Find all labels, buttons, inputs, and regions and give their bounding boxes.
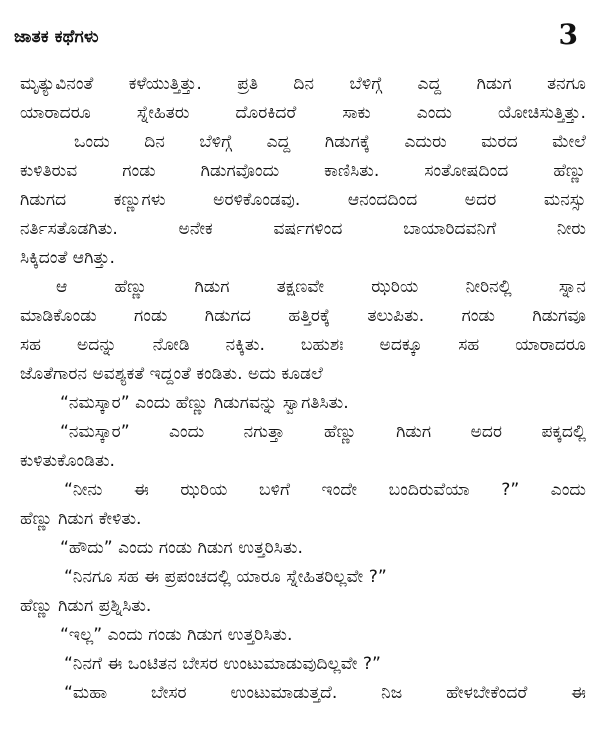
text-line: ಜೊತೆಗಾರನ ಅವಶ್ಯಕತೆ ಇದ್ದಂತೆ ಕಂಡಿತು. ಅದು ಕೂಡಲೆ	[20, 364, 323, 384]
text-line: “ನಮಸ್ಕಾರ” ಎಂದು ನಗುತ್ತಾ ಹೆಣ್ಣು ಗಿಡುಗ ಅದರ ಪಕ್ಕದಲ್ಲಿ	[60, 422, 586, 442]
text-line: “ನಮಸ್ಕಾರ” ಎಂದು ಹೆಣ್ಣು ಗಿಡುಗವನ್ನು ಸ್ವಾಗತಿಸಿತು.	[60, 393, 349, 413]
text-line: “ಇಲ್ಲ” ಎಂದು ಗಂಡು ಗಿಡುಗ ಉತ್ತರಿಸಿತು.	[60, 625, 293, 645]
text-line: ಯಾರಾದರೂ ಸ್ನೇಹಿತರು ದೊರಕಿದರೆ ಸಾಕು ಎಂದು ಯೋಚಿಸುತ್ತಿತ್ತು.	[20, 103, 586, 123]
text-line: “ನಿನಗೂ ಸಹ ಈ ಪ್ರಪಂಚದಲ್ಲಿ ಯಾರೂ ಸ್ನೇಹಿತರಿಲ್ಲವೇ ?”	[64, 567, 387, 587]
text-line: “ಹೌದು” ಎಂದು ಗಂಡು ಗಿಡುಗ ಉತ್ತರಿಸಿತು.	[60, 538, 303, 558]
running-title: ಜಾತಕ ಕಥೆಗಳು	[14, 27, 99, 47]
text-line: ನರ್ತಿಸತೊಡಗಿತು. ಅನೇಕ ವರ್ಷಗಳಿಂದ ಬಾಯಾರಿದವನಿಗೆ ನೀರು	[20, 219, 586, 239]
text-line: ಸಿಕ್ಕಿದಂತೆ ಆಗಿತ್ತು.	[20, 248, 116, 268]
text-line: ಹೆಣ್ಣು ಗಿಡುಗ ಪ್ರಶ್ನಿಸಿತು.	[20, 596, 152, 616]
text-line: “ಮಹಾ ಬೇಸರ ಉಂಟುಮಾಡುತ್ತದೆ. ನಿಜ ಹೇಳಬೇಕೆಂದರೆ ಈ	[64, 683, 586, 703]
text-line: ಆ ಹೆಣ್ಣು ಗಿಡುಗ ತಕ್ಷಣವೇ ಝರಿಯ ನೀರಿನಲ್ಲಿ ಸ್ನಾನ	[56, 277, 586, 297]
text-line: ಮಾಡಿಕೊಂಡು ಗಂಡು ಗಿಡುಗದ ಹತ್ತಿರಕ್ಕೆ ತಲುಪಿತು. ಗಂಡು ಗಿಡುಗವೂ	[20, 306, 586, 326]
text-line: ಕುಳಿತಿರುವ ಗಂಡು ಗಿಡುಗವೊಂದು ಕಾಣಿಸಿತು. ಸಂತೋಷದಿಂದ ಹೆಣ್ಣು	[20, 161, 586, 181]
text-line: “ನೀನು ಈ ಝರಿಯ ಬಳಿಗೆ ಇಂದೇ ಬಂದಿರುವೆಯಾ ?” ಎಂದು	[64, 480, 586, 500]
text-line: ಮೃತ್ಯುವಿನಂತೆ ಕಳೆಯುತ್ತಿತ್ತು. ಪ್ರತಿ ದಿನ ಬೆಳಿಗ್ಗೆ ಎದ್ದ ಗಿಡುಗ ತನಗೂ	[20, 74, 586, 94]
text-line: ಹೆಣ್ಣು ಗಿಡುಗ ಕೇಳಿತು.	[20, 509, 142, 529]
text-line: ಗಿಡುಗದ ಕಣ್ಣುಗಳು ಅರಳಿಕೊಂಡವು. ಆನಂದದಿಂದ ಅದರ ಮನಸ್ಸು	[20, 190, 586, 210]
text-line: “ನಿನಗೆ ಈ ಒಂಟಿತನ ಬೇಸರ ಉಂಟುಮಾಡುವುದಿಲ್ಲವೇ ?”	[64, 654, 381, 674]
text-line: ಸಹ ಅದನ್ನು ನೋಡಿ ನಕ್ಕಿತು. ಬಹುಶಃ ಅದಕ್ಕೂ ಸಹ ಯಾರಾದರೂ	[20, 335, 586, 355]
text-line: ಒಂದು ದಿನ ಬೆಳಿಗ್ಗೆ ಎದ್ದ ಗಿಡುಗಕ್ಕೆ ಎದುರು ಮರದ ಮೇಲೆ	[74, 132, 586, 152]
text-line: ಕುಳಿತುಕೊಂಡಿತು.	[20, 451, 116, 471]
story-text	[20, 70, 586, 708]
page-header	[14, 18, 586, 54]
page-number: 3	[558, 18, 578, 51]
